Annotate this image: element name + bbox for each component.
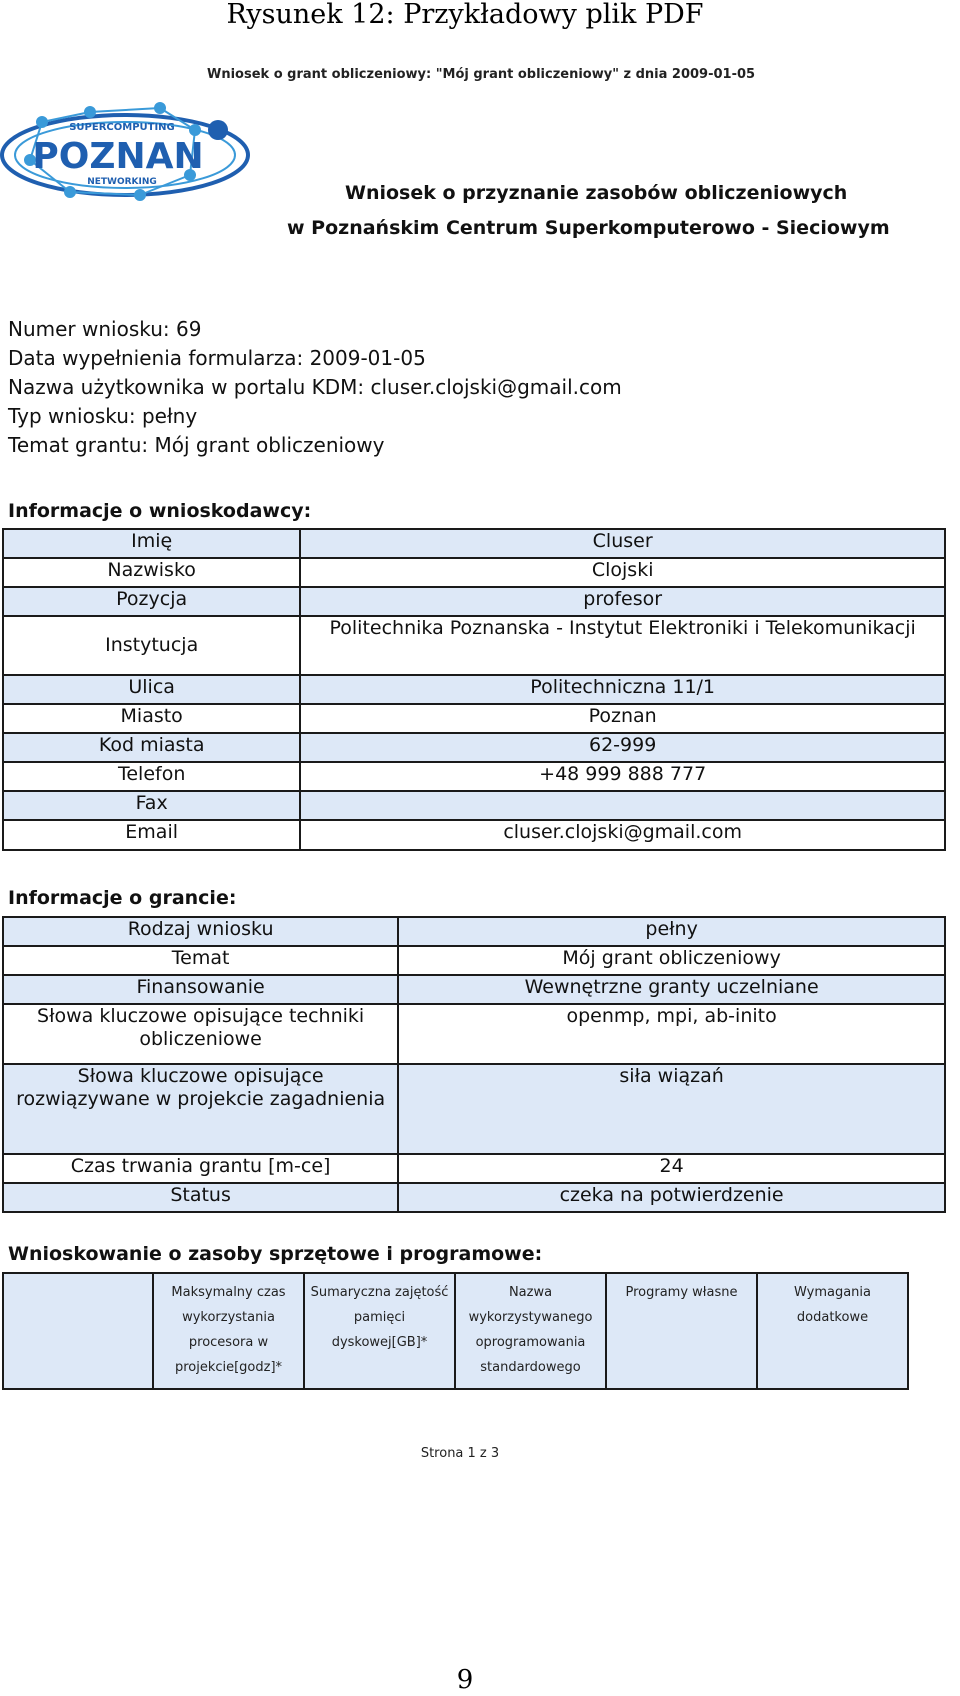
document-header: Wniosek o grant obliczeniowy: "Mój grant obliczeniowy" z dnia 2009-01-05 — [207, 67, 756, 82]
figure-caption: Rysunek 12: Przykładowy plik PDF — [226, 0, 704, 30]
row-label: Instytucja — [3, 616, 300, 675]
table-row — [3, 791, 945, 820]
row-value: Mój grant obliczeniowy — [398, 946, 945, 975]
info-line: Typ wniosku: pełny — [8, 404, 198, 428]
row-value: 62-999 — [300, 733, 945, 762]
row-value: +48 999 888 777 — [300, 762, 945, 791]
logo-main-text: POZNAN — [32, 136, 204, 177]
table-row — [3, 1154, 945, 1183]
form-title-line-1: Wniosek o przyznanie zasobów obliczeniowych — [345, 182, 848, 204]
table-row — [3, 558, 945, 587]
info-line: Data wypełnienia formularza: 2009-01-05 — [8, 346, 426, 370]
row-label: Czas trwania grantu [m-ce] — [3, 1154, 398, 1183]
grant-table — [2, 916, 946, 1213]
row-value: openmp, mpi, ab-inito — [398, 1004, 945, 1064]
table-row — [3, 733, 945, 762]
table-row — [3, 975, 945, 1004]
logo-top-text: SUPERCOMPUTING — [69, 122, 175, 133]
table-row — [3, 529, 945, 558]
table-row — [3, 704, 945, 733]
resource-column-header — [3, 1273, 153, 1389]
row-label: Słowa kluczowe opisujące rozwiązywane w projekcie zagadnienia — [3, 1064, 398, 1154]
applicant-table — [2, 528, 946, 851]
row-value: Politechnika Poznanska - Instytut Elektroniki i Telekomunikacji — [300, 616, 945, 675]
table-row — [3, 1004, 945, 1064]
row-label: Pozycja — [3, 587, 300, 616]
table-row — [3, 1183, 945, 1212]
info-line: Temat grantu: Mój grant obliczeniowy — [8, 433, 385, 457]
grant-heading: Informacje o grancie: — [8, 887, 237, 909]
row-label: Temat — [3, 946, 398, 975]
application-info — [8, 315, 622, 460]
resources-heading: Wnioskowanie o zasoby sprzętowe i programowe: — [8, 1243, 543, 1265]
row-value: profesor — [300, 587, 945, 616]
row-label: Miasto — [3, 704, 300, 733]
row-value: pełny — [398, 917, 945, 946]
row-label: Imię — [3, 529, 300, 558]
form-title-line-2: w Poznańskim Centrum Superkomputerowo - Sieciowym — [287, 217, 890, 239]
row-value: 24 — [398, 1154, 945, 1183]
table-row — [3, 917, 945, 946]
table-row — [3, 587, 945, 616]
logo-bottom-text: NETWORKING — [87, 177, 157, 187]
row-label: Email — [3, 820, 300, 850]
row-label: Finansowanie — [3, 975, 398, 1004]
table-row — [3, 1064, 945, 1154]
row-value: Poznan — [300, 704, 945, 733]
page-number: 9 — [456, 1665, 474, 1695]
resource-column-header: Programy własne — [606, 1273, 757, 1389]
row-value: Wewnętrzne granty uczelniane — [398, 975, 945, 1004]
row-value: czeka na potwierdzenie — [398, 1183, 945, 1212]
table-row — [3, 616, 945, 675]
resources-header-row — [3, 1273, 908, 1389]
resources-table — [2, 1272, 909, 1390]
applicant-heading: Informacje o wnioskodawcy: — [8, 500, 312, 522]
table-row — [3, 675, 945, 704]
row-label: Fax — [3, 791, 300, 820]
resource-column-header: Sumaryczna zajętość pamięci dyskowej[GB]* — [304, 1273, 455, 1389]
row-value: Clojski — [300, 558, 945, 587]
row-label: Rodzaj wniosku — [3, 917, 398, 946]
page-footer: Strona 1 z 3 — [420, 1446, 500, 1461]
resource-column-header: Maksymalny czas wykorzystania procesora w projekcie[godz]* — [153, 1273, 304, 1389]
table-row — [3, 820, 945, 850]
row-value: cluser.clojski@gmail.com — [300, 820, 945, 850]
table-row — [3, 762, 945, 791]
resource-column-header: Wymagania dodatkowe — [757, 1273, 908, 1389]
row-label: Nazwisko — [3, 558, 300, 587]
row-value: Cluser — [300, 529, 945, 558]
info-line: Numer wniosku: 69 — [8, 317, 202, 341]
row-value — [300, 791, 945, 820]
row-label: Status — [3, 1183, 398, 1212]
poznan-logo — [0, 100, 255, 205]
row-label: Słowa kluczowe opisujące techniki obliczeniowe — [3, 1004, 398, 1064]
row-label: Telefon — [3, 762, 300, 791]
row-value: Politechniczna 11/1 — [300, 675, 945, 704]
resource-column-header: Nazwa wykorzystywanego oprogramowania standardowego — [455, 1273, 606, 1389]
row-label: Kod miasta — [3, 733, 300, 762]
table-row — [3, 946, 945, 975]
row-value: siła wiązań — [398, 1064, 945, 1154]
row-label: Ulica — [3, 675, 300, 704]
info-line: Nazwa użytkownika w portalu KDM: cluser.clojski@gmail.com — [8, 375, 622, 399]
